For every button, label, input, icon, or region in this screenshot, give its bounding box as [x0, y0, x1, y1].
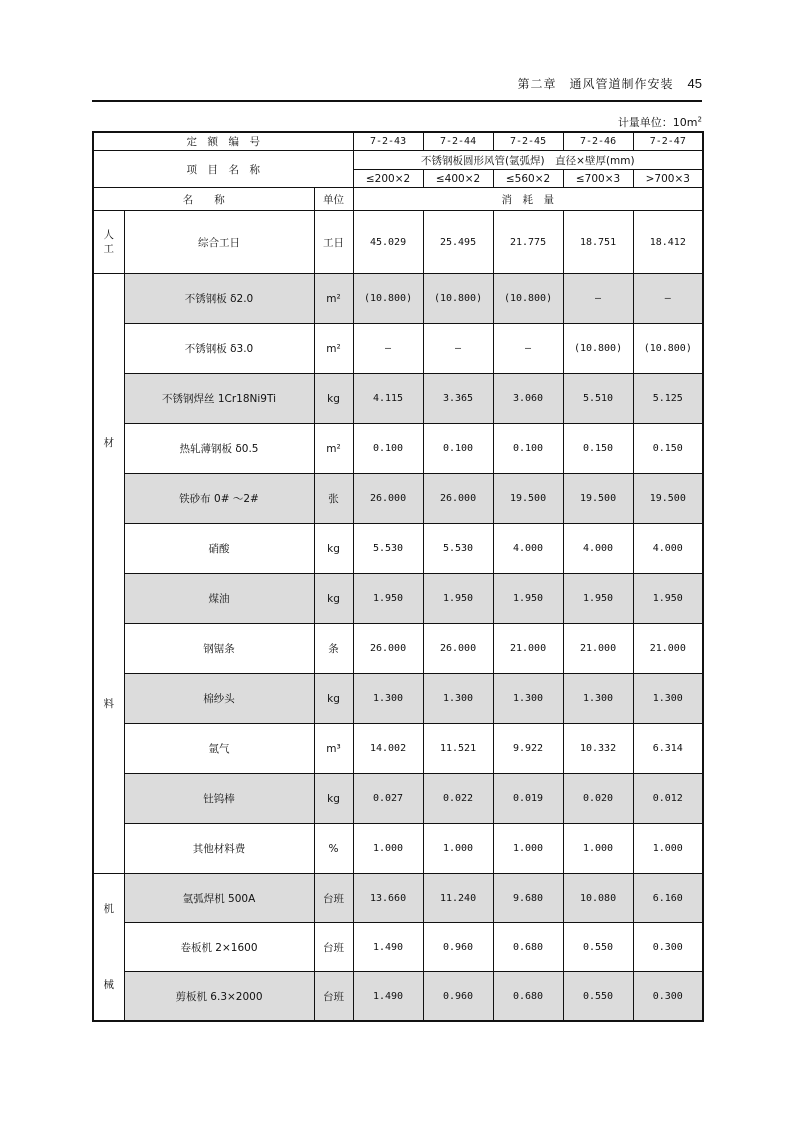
consumption-value: 0.100: [493, 424, 563, 474]
size-spec: >700×3: [633, 170, 703, 188]
table-row: [93, 574, 703, 624]
unit-note: [618, 114, 702, 130]
consumption-value: 21.000: [633, 624, 703, 674]
category-char: 材: [103, 437, 114, 450]
item-name: 氩气: [124, 724, 314, 774]
consumption-value: 0.680: [493, 972, 563, 1022]
consumption-value: (10.800): [633, 324, 703, 374]
consumption-value: 19.500: [563, 474, 633, 524]
consumption-value: 19.500: [493, 474, 563, 524]
category-char: 人: [103, 229, 114, 241]
consumption-value: 0.150: [563, 424, 633, 474]
consumption-value: (10.800): [353, 274, 423, 324]
table-row: [93, 674, 703, 724]
consumption-value: 1.000: [563, 824, 633, 874]
consumption-value: 26.000: [423, 624, 493, 674]
item-name: 不锈钢板 δ2.0: [124, 274, 314, 324]
consumption-value: 26.000: [353, 474, 423, 524]
item-unit: m²: [314, 324, 353, 374]
item-unit: 张: [314, 474, 353, 524]
consumption-value: 3.365: [423, 374, 493, 424]
consumption-value: 45.029: [353, 211, 423, 274]
item-name: 剪板机 6.3×2000: [124, 972, 314, 1022]
chapter-header: [518, 75, 702, 92]
table-row: [93, 774, 703, 824]
consumption-value: 14.002: [353, 724, 423, 774]
item-unit: kg: [314, 374, 353, 424]
quota-code: 7-2-43: [353, 132, 423, 151]
table-row: [93, 923, 703, 972]
consumption-value: 0.022: [423, 774, 493, 824]
consumption-value: —: [633, 274, 703, 324]
consumption-value: 1.950: [353, 574, 423, 624]
consumption-value: (10.800): [493, 274, 563, 324]
item-unit: %: [314, 824, 353, 874]
consumption-value: 5.125: [633, 374, 703, 424]
consumption-value: 1.000: [423, 824, 493, 874]
consumption-value: 6.314: [633, 724, 703, 774]
category-char: 工: [103, 243, 114, 255]
consumption-value: 4.000: [563, 524, 633, 574]
table-row: [93, 824, 703, 874]
consumption-value: 13.660: [353, 874, 423, 923]
item-unit: 台班: [314, 923, 353, 972]
consumption-value: 9.680: [493, 874, 563, 923]
consumption-value: 25.495: [423, 211, 493, 274]
item-name: 钍钨棒: [124, 774, 314, 824]
column-header-row: [93, 188, 703, 211]
chapter-title: 第二章 通风管道制作安装: [517, 77, 674, 91]
col-unit-header: 单位: [314, 188, 353, 211]
consumption-value: 11.240: [423, 874, 493, 923]
size-spec: ≤400×2: [423, 170, 493, 188]
consumption-value: 6.160: [633, 874, 703, 923]
consumption-value: 5.530: [423, 524, 493, 574]
consumption-value: 5.510: [563, 374, 633, 424]
consumption-value: 9.922: [493, 724, 563, 774]
item-unit: kg: [314, 524, 353, 574]
consumption-value: 4.115: [353, 374, 423, 424]
col-name-header: 名 称: [93, 188, 314, 211]
consumption-value: 0.100: [353, 424, 423, 474]
item-unit: m²: [314, 424, 353, 474]
table-row: [93, 474, 703, 524]
consumption-value: 0.680: [493, 923, 563, 972]
consumption-value: 11.521: [423, 724, 493, 774]
consumption-value: 1.000: [633, 824, 703, 874]
quota-code: 7-2-44: [423, 132, 493, 151]
consumption-value: 1.490: [353, 972, 423, 1022]
item-name: 不锈钢焊丝 1Cr18Ni9Ti: [124, 374, 314, 424]
consumption-value: 10.080: [563, 874, 633, 923]
consumption-value: —: [353, 324, 423, 374]
item-name: 钢锯条: [124, 624, 314, 674]
consumption-value: 0.100: [423, 424, 493, 474]
consumption-value: 1.300: [353, 674, 423, 724]
unit-note-superscript: 2: [697, 115, 702, 124]
quota-number-label: 定 额 编 号: [93, 132, 353, 151]
item-unit: 工日: [314, 211, 353, 274]
item-unit: 台班: [314, 874, 353, 923]
quota-code: 7-2-46: [563, 132, 633, 151]
category-material: [93, 274, 124, 874]
col-consumption-header: 消 耗 量: [353, 188, 703, 211]
quota-number-row: [93, 132, 703, 151]
size-spec: ≤200×2: [353, 170, 423, 188]
category-char: 械: [103, 978, 114, 991]
item-unit: 台班: [314, 972, 353, 1022]
category-machine: [93, 874, 124, 1022]
category-char: 料: [103, 697, 114, 710]
table-row: [93, 624, 703, 674]
consumption-value: 1.950: [423, 574, 493, 624]
consumption-value: 21.775: [493, 211, 563, 274]
table-row: [93, 324, 703, 374]
item-unit: m²: [314, 274, 353, 324]
consumption-value: 1.950: [633, 574, 703, 624]
consumption-value: 1.000: [493, 824, 563, 874]
item-name: 氩弧焊机 500A: [124, 874, 314, 923]
group-title-row: [93, 151, 703, 170]
consumption-value: (10.800): [563, 324, 633, 374]
quota-code: 7-2-45: [493, 132, 563, 151]
consumption-value: 26.000: [353, 624, 423, 674]
item-name-label: 项 目 名 称: [93, 151, 353, 188]
item-name: 棉纱头: [124, 674, 314, 724]
consumption-value: 0.300: [633, 972, 703, 1022]
consumption-value: 1.490: [353, 923, 423, 972]
consumption-value: 5.530: [353, 524, 423, 574]
consumption-value: 19.500: [633, 474, 703, 524]
item-name: 铁砂布 0# ～2#: [124, 474, 314, 524]
item-name: 其他材料费: [124, 824, 314, 874]
item-name: 综合工日: [124, 211, 314, 274]
consumption-value: 0.960: [423, 972, 493, 1022]
consumption-value: 1.950: [493, 574, 563, 624]
page-number: 45: [687, 76, 702, 91]
consumption-value: 0.960: [423, 923, 493, 972]
consumption-value: 0.150: [633, 424, 703, 474]
consumption-value: —: [493, 324, 563, 374]
quota-table: [92, 131, 704, 1022]
item-name: 煤油: [124, 574, 314, 624]
unit-note-label: 计量单位：10m: [617, 116, 698, 129]
consumption-value: 1.000: [353, 824, 423, 874]
table-row: [93, 274, 703, 324]
consumption-value: 4.000: [493, 524, 563, 574]
consumption-value: 1.300: [423, 674, 493, 724]
item-name: 卷板机 2×1600: [124, 923, 314, 972]
consumption-value: 0.550: [563, 923, 633, 972]
consumption-value: 21.000: [493, 624, 563, 674]
consumption-value: 1.950: [563, 574, 633, 624]
table-row: [93, 874, 703, 923]
size-spec: ≤700×3: [563, 170, 633, 188]
consumption-value: 1.300: [633, 674, 703, 724]
consumption-value: 0.550: [563, 972, 633, 1022]
consumption-value: —: [563, 274, 633, 324]
item-name: 硝酸: [124, 524, 314, 574]
item-unit: m³: [314, 724, 353, 774]
table-row: [93, 724, 703, 774]
table-row: [93, 211, 703, 274]
consumption-value: 1.300: [563, 674, 633, 724]
header-rule: [92, 100, 702, 102]
category-char: 机: [103, 903, 114, 916]
consumption-value: 0.300: [633, 923, 703, 972]
item-unit: kg: [314, 674, 353, 724]
size-spec: ≤560×2: [493, 170, 563, 188]
consumption-value: 10.332: [563, 724, 633, 774]
group-title: 不锈钢板圆形风管(氩弧焊) 直径×壁厚(mm): [353, 151, 703, 170]
quota-code: 7-2-47: [633, 132, 703, 151]
consumption-value: 4.000: [633, 524, 703, 574]
category-labor: [93, 211, 124, 274]
consumption-value: (10.800): [423, 274, 493, 324]
consumption-value: 18.751: [563, 211, 633, 274]
item-unit: kg: [314, 574, 353, 624]
consumption-value: 26.000: [423, 474, 493, 524]
consumption-value: 0.012: [633, 774, 703, 824]
consumption-value: 1.300: [493, 674, 563, 724]
consumption-value: 18.412: [633, 211, 703, 274]
consumption-value: 0.020: [563, 774, 633, 824]
consumption-value: —: [423, 324, 493, 374]
item-unit: kg: [314, 774, 353, 824]
consumption-value: 0.019: [493, 774, 563, 824]
consumption-value: 3.060: [493, 374, 563, 424]
table-row: [93, 374, 703, 424]
table-row: [93, 424, 703, 474]
table-row: [93, 524, 703, 574]
consumption-value: 0.027: [353, 774, 423, 824]
item-name: 不锈钢板 δ3.0: [124, 324, 314, 374]
consumption-value: 21.000: [563, 624, 633, 674]
table-row: [93, 972, 703, 1022]
item-unit: 条: [314, 624, 353, 674]
item-name: 热轧薄钢板 δ0.5: [124, 424, 314, 474]
